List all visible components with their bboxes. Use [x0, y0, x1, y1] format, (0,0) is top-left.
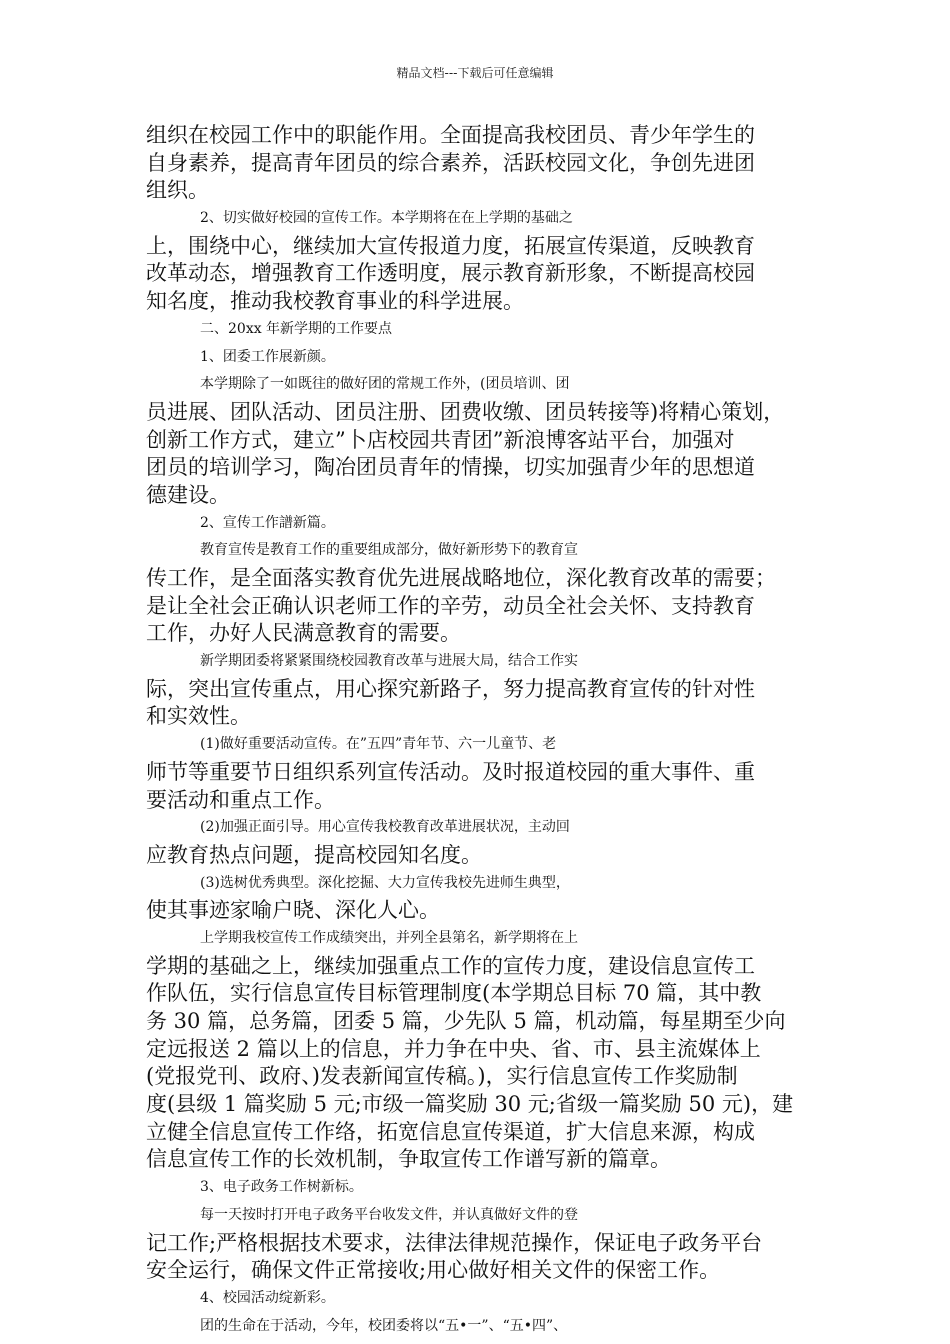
text-line: 1、团委工作展新颜。 [200, 348, 335, 365]
text-line: (2)加强正面引导。用心宣传我校教育改革进展状况，主动回 [200, 819, 570, 836]
text-line: 改革动态，增强教育工作透明度，展示教育新形象，不断提高校园 [146, 261, 755, 286]
text-line: 4、校园活动绽新彩。 [200, 1289, 335, 1306]
text-line: 师节等重要节日组织系列宣传活动。及时报道校园的重大事件、重 [146, 759, 755, 784]
text-line: 知名度，推动我校教育事业的科学进展。 [146, 289, 524, 314]
text-line: 新学期团委将紧紧围绕校园教育改革与进展大局，结合工作实 [200, 653, 578, 670]
text-line: 务 30 篇，总务篇，团委 5 篇，少先队 5 篇，机动篇，每星期至少向 [146, 1009, 786, 1033]
text-line: 际，突出宣传重点，用心探究新路子，努力提高教育宣传的针对性 [146, 676, 755, 701]
text-line: 自身素养，提高青年团员的综合素养，活跃校园文化，争创先进团 [146, 150, 755, 175]
text-line: 2、切实做好校园的宣传工作。本学期将在在上学期的基础之 [200, 210, 573, 227]
text-line: 团员的培训学习，陶冶团员青年的情操，切实加强青少年的思想道 [146, 455, 755, 480]
text-line: 立健全信息宣传工作络，拓宽信息宣传渠道，扩大信息来源，构成 [146, 1119, 755, 1144]
text-line: 传工作，是全面落实教育优先进展战略地位，深化教育改革的需要； [146, 566, 776, 590]
text-line: 和实效性。 [146, 704, 251, 729]
text-line: (党报党刊、政府、)发表新闻宣传稿。)，实行信息宣传工作奖励制 [146, 1064, 738, 1089]
text-line: 本学期除了一如既往的做好团的常规工作外，(团员培训、团 [200, 376, 570, 393]
text-line: 作队伍，实行信息宣传目标管理制度(本学期总目标 70 篇，其中教 [146, 981, 762, 1006]
text-line: 德建设。 [146, 482, 230, 507]
text-line: 安全运行，确保文件正常接收;用心做好相关文件的保密工作。 [146, 1258, 721, 1283]
text-line: 二、20xx 年新学期的工作要点 [200, 320, 393, 337]
page-header: 精品文档---下载后可任意编辑 [396, 66, 554, 80]
text-line: 记工作;严格根据技术要求，法律法律规范操作，保证电子政务平台 [146, 1230, 763, 1255]
text-line: 度(县级 1 篇奖励 5 元;市级一篇奖励 30 元;省级一篇奖励 50 元)，建 [146, 1092, 794, 1117]
text-line: 2、宣传工作譜新篇。 [200, 514, 335, 531]
text-line: 3、电子政务工作树新标。 [200, 1179, 363, 1196]
text-line: 使其事迹家喻户晓、深化人心。 [146, 898, 440, 923]
text-line: 组织在校园工作中的职能作用。全面提高我校团员、青少年学生的 [146, 123, 755, 147]
text-line: 团的生命在于活动，今年，校团委将以“五•一”、“五•四”、 [200, 1317, 568, 1334]
text-line: 应教育热点问题，提高校园知名度。 [146, 842, 482, 867]
document-body [146, 122, 806, 1340]
text-line: 学期的基础之上，继续加强重点工作的宣传力度，建设信息宣传工 [146, 953, 755, 978]
text-line: 员进展、团队活动、团员注册、团费收缴、团员转接等)将精心策划， [146, 399, 785, 424]
text-line: 组织。 [146, 178, 209, 203]
text-line: (1)做好重要活动宣传。在”五四”青年节、六一儿童节、老 [200, 736, 557, 753]
text-line: 信息宣传工作的长效机制，争取宣传工作谱写新的篇章。 [146, 1147, 671, 1172]
text-line: 工作，办好人民满意教育的需要。 [146, 621, 461, 646]
text-line: (3)选树优秀典型。深化挖掘、大力宣传我校先进师生典型， [200, 874, 570, 891]
text-line: 教育宣传是教育工作的重要组成部分，做好新形势下的教育宣 [200, 542, 578, 559]
text-line: 要活动和重点工作。 [146, 787, 335, 812]
text-line: 创新工作方式，建立”卜店校园共青团”新浪博客站平台，加强对 [146, 427, 735, 452]
text-line: 定远报送 2 篇以上的信息，并力争在中央、省、市、县主流媒体上 [146, 1036, 761, 1061]
text-line: 上，围绕中心，继续加大宣传报道力度，拓展宣传渠道，反映教育 [146, 233, 755, 258]
text-line: 每一天按时打开电子政务平台收发文件，并认真做好文件的登 [200, 1206, 578, 1223]
text-line: 上学期我校宣传工作成绩突出，并列全县第名，新学期将在上 [200, 929, 578, 946]
text-line: 是让全社会正确认识老师工作的辛劳，动员全社会关怀、支持教育 [146, 593, 755, 618]
